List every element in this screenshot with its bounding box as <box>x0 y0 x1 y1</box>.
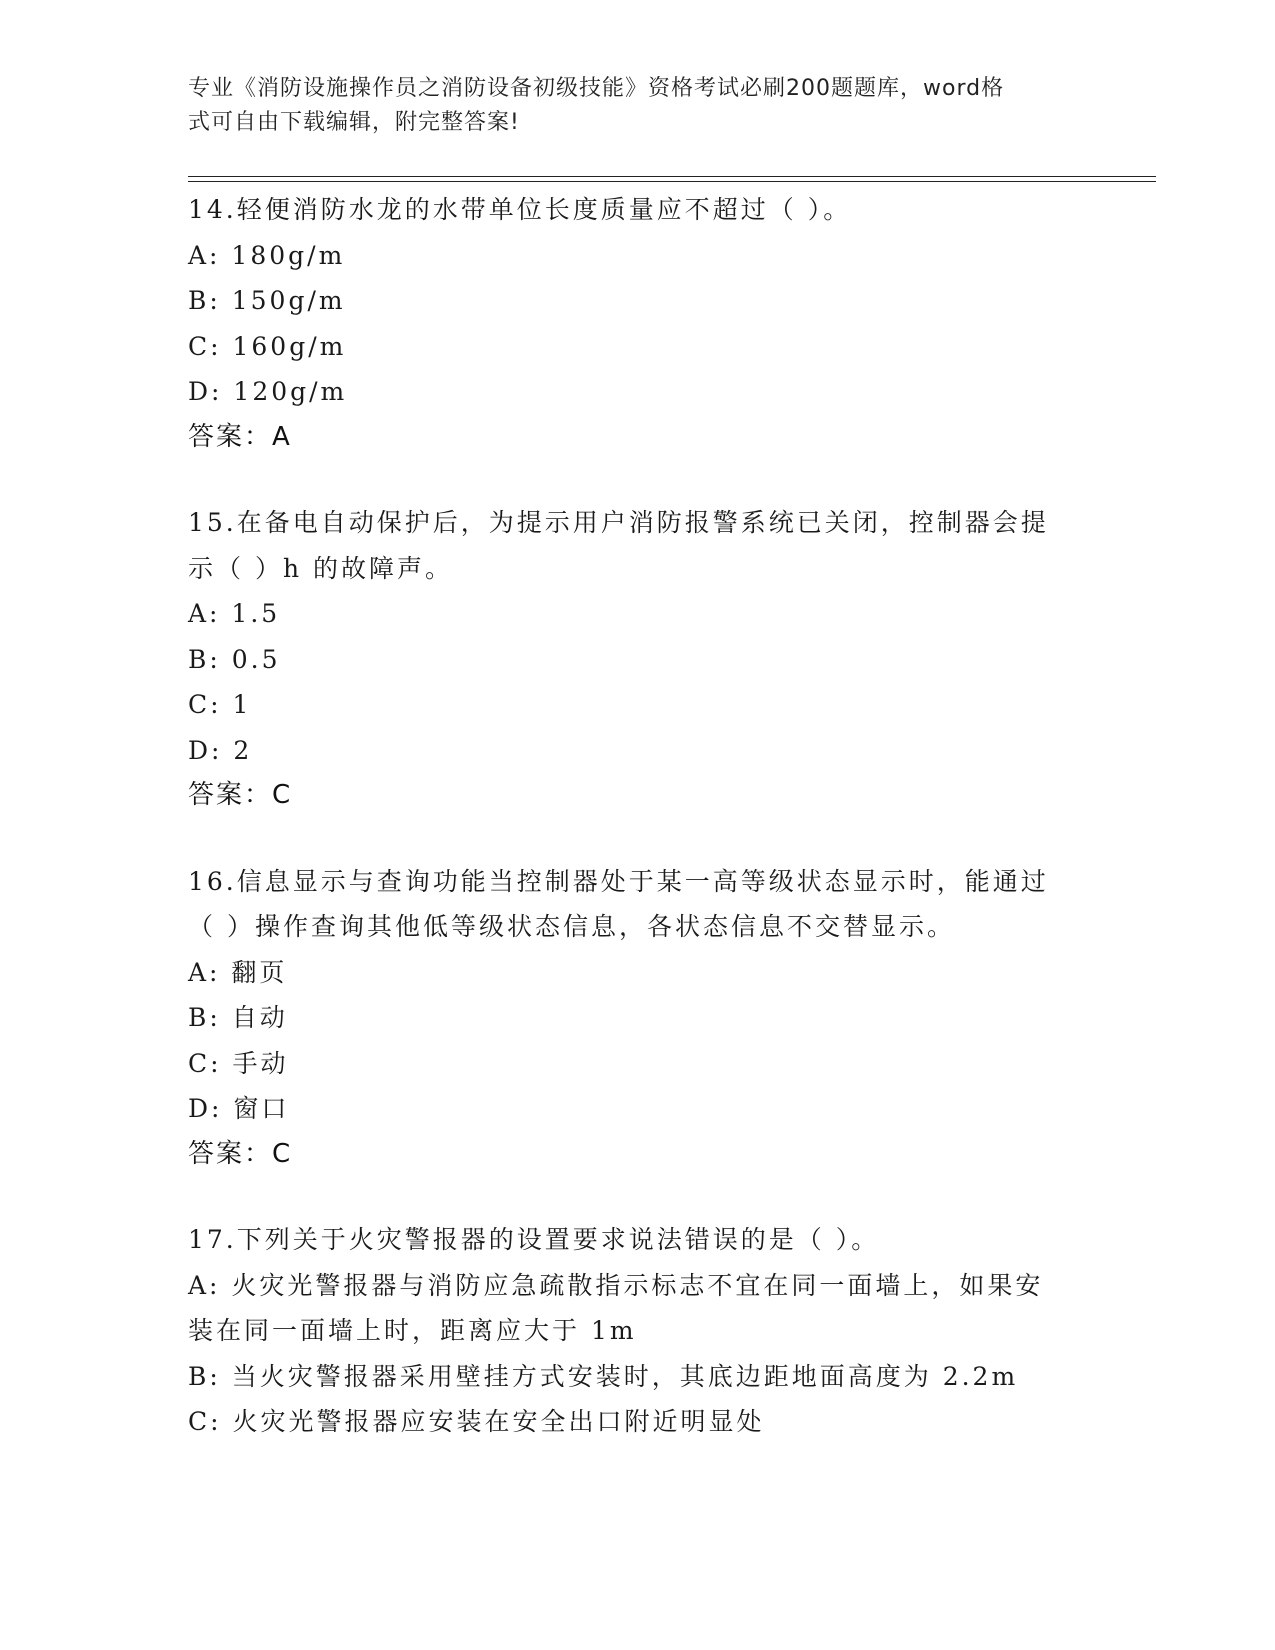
option-c: C: 火灾光警报器应安装在安全出口附近明显处 <box>188 1407 765 1436</box>
question-stem: 16.信息显示与查询功能当控制器处于某一高等级状态显示时，能通过 <box>188 866 1049 896</box>
answer: 答案：A <box>188 421 292 452</box>
option-b: B: 自动 <box>188 1003 288 1032</box>
question-stem: 17.下列关于火灾警报器的设置要求说法错误的是（ ）。 <box>188 1225 880 1254</box>
question-16 <box>188 859 1088 1178</box>
answer: 答案：C <box>188 1138 293 1169</box>
question-15 <box>188 500 1088 819</box>
question-stem: 14.轻便消防水龙的水带单位长度质量应不超过（ ）。 <box>188 195 852 224</box>
header-line-2: 式可自由下载编辑，附完整答案! <box>188 110 520 135</box>
option-b: B: 0.5 <box>188 644 281 674</box>
option-a-continued: 装在同一面墙上时，距离应大于 1m <box>188 1316 637 1345</box>
question-stem-continued: 示（ ）h 的故障声。 <box>188 553 453 583</box>
question-17 <box>188 1217 1088 1445</box>
option-a: A: 180g/m <box>188 240 346 270</box>
option-b: B: 150g/m <box>188 286 346 315</box>
option-a: A: 火灾光警报器与消防应急疏散指示标志不宜在同一面墙上，如果安 <box>188 1270 1044 1300</box>
option-b: B: 当火灾警报器采用壁挂方式安装时，其底边距地面高度为 2.2m <box>188 1361 1019 1391</box>
option-c: C: 手动 <box>188 1048 289 1078</box>
header-divider-top <box>188 176 1156 177</box>
option-d: D: 120g/m <box>188 377 348 406</box>
document-header <box>188 72 1068 140</box>
option-c: C: 160g/m <box>188 331 347 361</box>
header-divider-bottom <box>188 181 1156 182</box>
answer: 答案：C <box>188 780 293 810</box>
question-stem: 15.在备电自动保护后，为提示用户消防报警系统已关闭，控制器会提 <box>188 508 1049 537</box>
question-stem-continued: （ ）操作查询其他低等级状态信息，各状态信息不交替显示。 <box>188 912 955 941</box>
option-d: D: 2 <box>188 735 253 765</box>
question-14 <box>188 187 1088 460</box>
option-d: D: 窗口 <box>188 1094 290 1123</box>
question-list <box>188 187 1088 1485</box>
option-a: A: 翻页 <box>188 957 288 987</box>
option-a: A: 1.5 <box>188 599 281 628</box>
option-c: C: 1 <box>188 690 252 719</box>
header-line-1: 专业《消防设施操作员之消防设备初级技能》资格考试必刷200题题库，word格 <box>188 76 1005 101</box>
